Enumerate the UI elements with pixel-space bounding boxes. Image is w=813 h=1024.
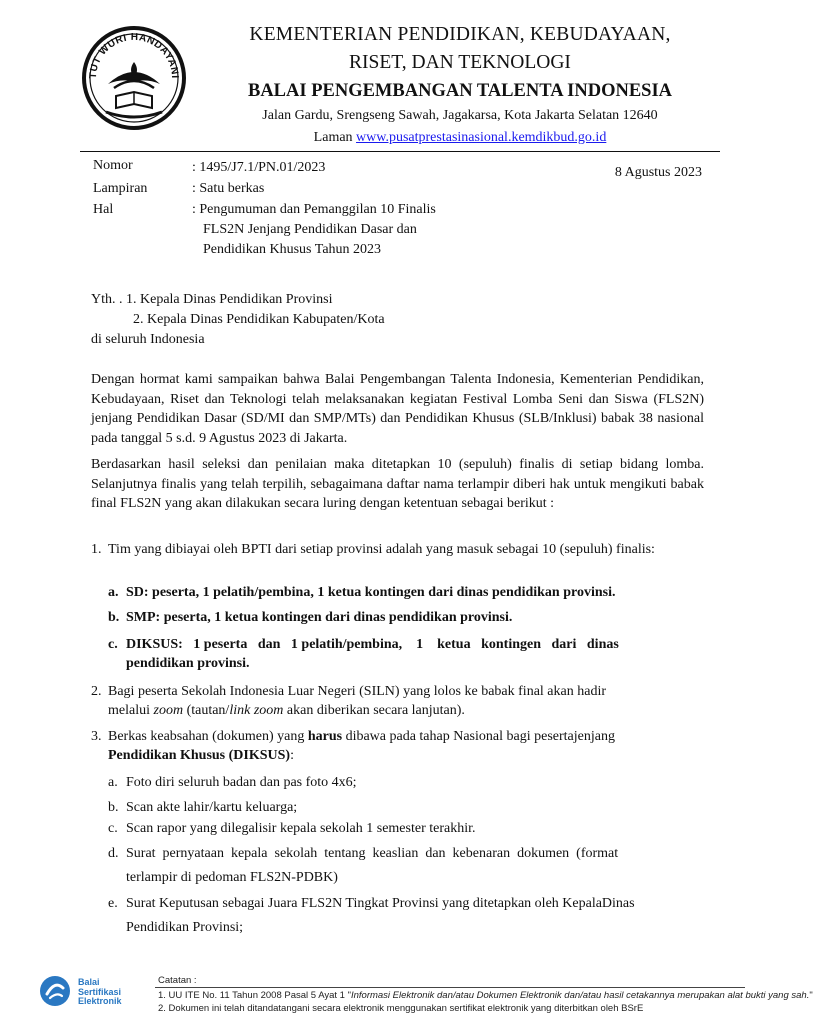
list-item-1c-text-line2: pendidikan provinsi.: [126, 656, 250, 671]
note1-prefix: 1. UU ITE No. 11 Tahun 2008 Pasal 5 Ayat 1 ": [158, 990, 351, 1001]
letterhead-divider: [80, 151, 720, 152]
bsre-logo: [38, 970, 148, 1012]
list-item-3d-text-line1: Surat pernyataan kepala sekolah tentang keaslian dan kebenaran dokumen (format: [126, 846, 619, 861]
agency-website-line: [200, 130, 720, 146]
hal-value-line1: : Pengumuman dan Pemanggilan 10 Finalis: [192, 202, 436, 217]
list-item-1c-letter: c.: [108, 637, 118, 652]
tut-wuri-handayani-logo: [78, 22, 190, 134]
bsre-emblem-icon: [38, 974, 72, 1008]
note1-quote: Informasi Elektronik dan/atau Dokumen Elektronik dan/atau hasil cetakannya merupakan alat bukti yang sah.: [350, 990, 810, 1001]
item3-line1-a: Berkas keabsahan (dokumen) yang: [108, 729, 308, 744]
footer-note-2: 2. Dokumen ini telah ditandatangani secara elektronik menggunakan sertifikat elektronik yang diterbitkan oleh BSrE: [158, 1003, 644, 1014]
list-item-1b-text: SMP: peserta, 1 ketua kontingen dari dinas pendidikan provinsi.: [126, 610, 513, 625]
note1-suffix: ": [809, 990, 813, 1001]
letter-date: 8 Agustus 2023: [614, 165, 702, 180]
bsre-line3: Elektronik: [78, 996, 122, 1006]
website-prefix: Laman: [313, 130, 357, 145]
recipient-line2: 2. Kepala Dinas Pendidikan Kabupaten/Kota: [133, 312, 385, 327]
list-item-3e-letter: e.: [108, 896, 118, 911]
hal-label: Hal: [93, 202, 114, 217]
footer-divider: [155, 987, 745, 988]
list-item-3-text-line1: [108, 727, 615, 747]
body-paragraph-1: Dengan hormat kami sampaikan bahwa Balai Pengembangan Talenta Indonesia, Kementerian Pendidikan, Kebudayaan, Riset dan Teknologi telah melaksanakan kegiatan Festival Lomba Seni dan Siswa (FLS2N) jenjang Pendidikan Dasar (SD/MI dan SMP/MTs) dan Pendidikan Khusus (SLB/Inklusi) babak 38 nasional pada tanggal 5 s.d. 9 Agustus 2023 di Jakarta.: [91, 372, 704, 446]
ministry-name-line1: KEMENTERIAN PENDIDIKAN, KEBUDAYAAN,: [249, 24, 671, 45]
list-item-1b-letter: b.: [108, 610, 120, 625]
item2-line2-c: (tautan/: [183, 703, 230, 718]
list-item-3b-letter: b.: [108, 800, 119, 815]
list-item-3-text-line2: [108, 746, 294, 766]
item2-line2-zoom: zoom: [153, 703, 184, 718]
recipient-line3: di seluruh Indonesia: [91, 332, 205, 347]
bsre-line2: Sertifikasi: [78, 986, 122, 997]
bsre-line1: Balai: [78, 977, 100, 987]
item3-line2-diksus: Pendidikan Khusus (DIKSUS): [108, 748, 291, 763]
hal-value-line3: Pendidikan Khusus Tahun 2023: [203, 242, 382, 257]
nomor-label: Nomor: [93, 158, 133, 173]
list-item-3e-text-line1: Surat Keputusan sebagai Juara FLS2N Tingkat Provinsi yang ditetapkan oleh KepalaDinas: [126, 896, 635, 911]
list-item-2-text-line2: [108, 701, 465, 721]
list-item-3a-letter: a.: [108, 775, 118, 790]
list-item-1c-text-line1: DIKSUS: 1 peserta dan 1 pelatih/pembina, 1 ketua kontingen dari dinas: [126, 637, 619, 652]
list-item-3a-text: Foto diri seluruh badan dan pas foto 4x6;: [126, 775, 357, 790]
nomor-value: : 1495/J7.1/PN.01/2023: [192, 160, 326, 175]
footer-catatan-label: Catatan :: [158, 975, 197, 986]
list-item-3c-text: Scan rapor yang dilegalisir kepala sekolah 1 semester terakhir.: [126, 821, 476, 836]
list-item-1a-text: SD: peserta, 1 pelatih/pembina, 1 ketua kontingen dari dinas pendidikan provinsi.: [126, 585, 616, 600]
item2-line2-a: melalui: [108, 703, 154, 718]
list-item-3b-text: Scan akte lahir/kartu keluarga;: [126, 800, 298, 815]
lampiran-value: : Satu berkas: [192, 181, 265, 196]
item2-line2-e: akan diberikan secara lanjutan).: [283, 703, 465, 718]
lampiran-label: Lampiran: [93, 181, 148, 196]
list-item-1-text: Tim yang dibiayai oleh BPTI dari setiap provinsi adalah yang masuk sebagai 10 (sepuluh) finalis:: [108, 542, 655, 557]
list-item-3c-letter: c.: [108, 821, 118, 836]
footer-note-1: [158, 990, 813, 1001]
agency-name: BALAI PENGEMBANGAN TALENTA INDONESIA: [247, 81, 673, 101]
recipient-line1: Yth. . 1. Kepala Dinas Pendidikan Provinsi: [91, 292, 333, 307]
website-link[interactable]: www.pusatprestasinasional.kemdikbud.go.id: [356, 130, 607, 145]
list-item-3d-text-line2: terlampir di pedoman FLS2N-PDBK): [126, 870, 338, 885]
list-item-1a-letter: a.: [108, 585, 119, 600]
agency-address: Jalan Gardu, Srengseng Sawah, Jagakarsa, Kota Jakarta Selatan 12640: [262, 108, 658, 123]
list-item-2-number: 2.: [91, 684, 102, 699]
item3-line1-c: dibawa pada tahap Nasional bagi pesertajenjang: [342, 729, 615, 744]
list-item-3e-text-line2: Pendidikan Provinsi;: [126, 920, 244, 935]
body-paragraph-2: Berdasarkan hasil seleksi dan penilaian maka ditetapkan 10 (sepuluh) finalis di setiap bidang lomba. Selanjutnya finalis yang telah terpilih, sebagaimana daftar nama terlampir diberi hak untuk mengikuti babak final FLS2N yang akan dilakukan secara luring dengan ketentuan sebagai berikut :: [91, 457, 704, 511]
list-item-1-number: 1.: [91, 542, 102, 557]
list-item-3d-letter: d.: [108, 846, 119, 861]
logo-motto-text: TUT WURI HANDAYANI: [87, 31, 181, 80]
item3-line1-harus: harus: [307, 729, 343, 744]
list-item-2-text-line1: Bagi peserta Sekolah Indonesia Luar Negeri (SILN) yang lolos ke babak final akan hadir: [108, 684, 606, 699]
list-item-3-number: 3.: [91, 729, 102, 744]
ministry-name-line2: RISET, DAN TEKNOLOGI: [349, 52, 571, 73]
item2-line2-link-zoom: link zoom: [229, 703, 284, 718]
item3-line2-colon: :: [290, 748, 294, 763]
hal-value-line2: FLS2N Jenjang Pendidikan Dasar dan: [203, 222, 417, 237]
